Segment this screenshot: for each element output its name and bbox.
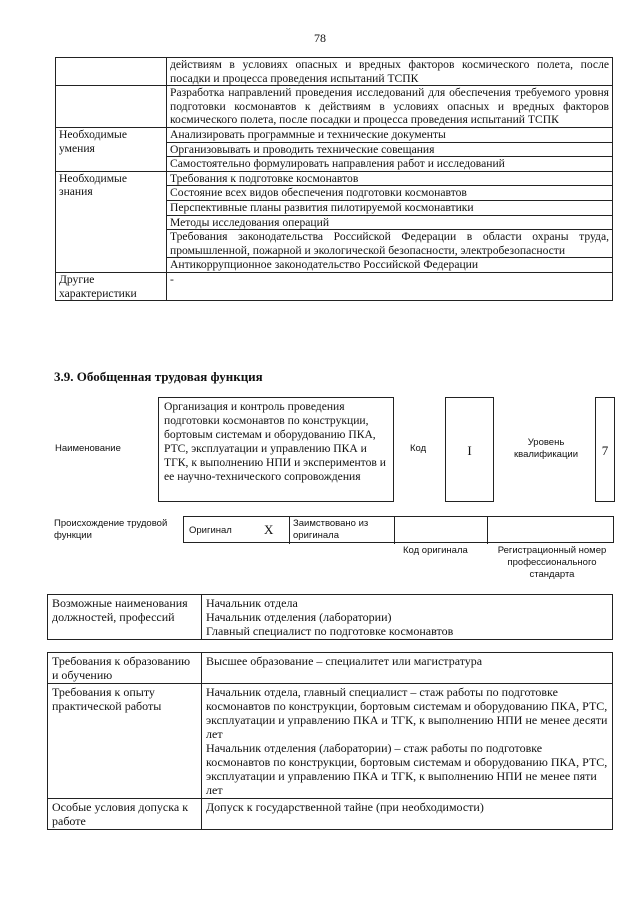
row-label (56, 86, 167, 128)
reg-number-caption: Регистрационный номер профессионального стандарта (497, 545, 607, 580)
cell-text: действиям в условиях опасных и вредных факторов космического полета, после посадки и процесса проведения испытаний ТСПК (167, 58, 613, 86)
table-row (56, 86, 613, 128)
cell-text: Требования к подготовке космонавтов (167, 171, 613, 186)
position-item: Начальник отдела (206, 596, 298, 610)
code-original-caption: Код оригинала (403, 545, 468, 556)
position-item: Главный специалист по подготовке космонавтов (206, 624, 454, 638)
table-row (48, 684, 613, 799)
original-cell (184, 517, 290, 544)
row-label-knowledge: Необходимые знания (56, 171, 167, 272)
level-label: Уровень квалификации (513, 437, 579, 460)
requirement-text: Допуск к государственной тайне (при необходимости) (202, 799, 613, 830)
origin-row (183, 516, 614, 543)
original-label: Оригинал (189, 525, 232, 536)
cell-text: Антикоррупционное законодательство Российской Федерации (167, 258, 613, 273)
original-mark: X (264, 522, 274, 537)
cell-text: Требования законодательства Российской Федерации в области охраны труда, промышленной, пожарной и экологической безопасности, электробезопасности (167, 230, 613, 258)
code-value-box: I (445, 397, 494, 502)
cell-text: Методы исследования операций (167, 215, 613, 230)
positions-label: Возможные наименования должностей, профессий (48, 595, 202, 640)
requirement-label: Требования к опыту практической работы (48, 684, 202, 799)
function-name-box: Организация и контроль проведения подготовки космонавтов по конструкции, бортовым системам и оборудованию ПКА, РТС, эксплуатации и управлению ПКА и ТГК, к выполнению НПИ и экспериментов и ее научно-технического сопровождения (158, 397, 394, 502)
section-title: 3.9. Обобщенная трудовая функция (54, 369, 263, 384)
positions-values (202, 595, 613, 640)
positions-table (47, 594, 613, 640)
table-row (56, 58, 613, 86)
borrowed-cell (290, 517, 395, 544)
table-row (48, 595, 613, 640)
requirement-text: Начальник отдела, главный специалист – стаж работы по подготовке космонавтов по конструкции, бортовым системам и оборудованию ПКА, РТС, эксплуатации и управлению ПКА и ТГК, к выполнению НПИ не менее десяти лет Начальник отделения (лаборатории) – стаж работы по подготовке космонавтов по конструкции, бортовым системам и оборудованию ПКА, РТС, эксплуатации и управлению ПКА и ТГК, к выполнению НПИ не менее пяти лет (202, 684, 613, 799)
borrowed-label: Заимствовано из оригинала (293, 518, 369, 541)
code-original-cell (395, 517, 488, 544)
requirement-label: Особые условия допуска к работе (48, 799, 202, 830)
skills-knowledge-table (55, 57, 613, 301)
code-label: Код (410, 443, 427, 454)
table-row (56, 127, 613, 142)
origin-label: Происхождение трудовой функции (54, 518, 168, 541)
table-row (56, 272, 613, 300)
row-label-other: Другие характеристики (56, 272, 167, 300)
name-label: Наименование (55, 443, 121, 454)
row-label (56, 58, 167, 86)
requirement-text: Высшее образование – специалитет или магистратура (202, 653, 613, 684)
cell-text: Разработка направлений проведения исследований для обеспечения требуемого уровня подготовки космонавтов к действиям в условиях опасных и вредных факторов космического полета, после посадки и процесса проведения испытаний ТСПК (167, 86, 613, 128)
row-label-skills: Необходимые умения (56, 127, 167, 171)
cell-text: Самостоятельно формулировать направления работ и исследований (167, 157, 613, 172)
table-row (56, 171, 613, 186)
table-row (48, 799, 613, 830)
requirements-table (47, 652, 613, 830)
cell-text: Анализировать программные и технические документы (167, 127, 613, 142)
level-value-box: 7 (595, 397, 615, 502)
cell-text: Перспективные планы развития пилотируемой космонавтики (167, 200, 613, 215)
cell-text: - (167, 272, 613, 300)
position-item: Начальник отделения (лаборатории) (206, 610, 392, 624)
cell-text: Состояние всех видов обеспечения подготовки космонавтов (167, 186, 613, 201)
cell-text: Организовывать и проводить технические совещания (167, 142, 613, 157)
reg-number-cell (488, 517, 613, 544)
page-number: 78 (314, 31, 326, 45)
table-row (48, 653, 613, 684)
requirement-label: Требования к образованию и обучению (48, 653, 202, 684)
